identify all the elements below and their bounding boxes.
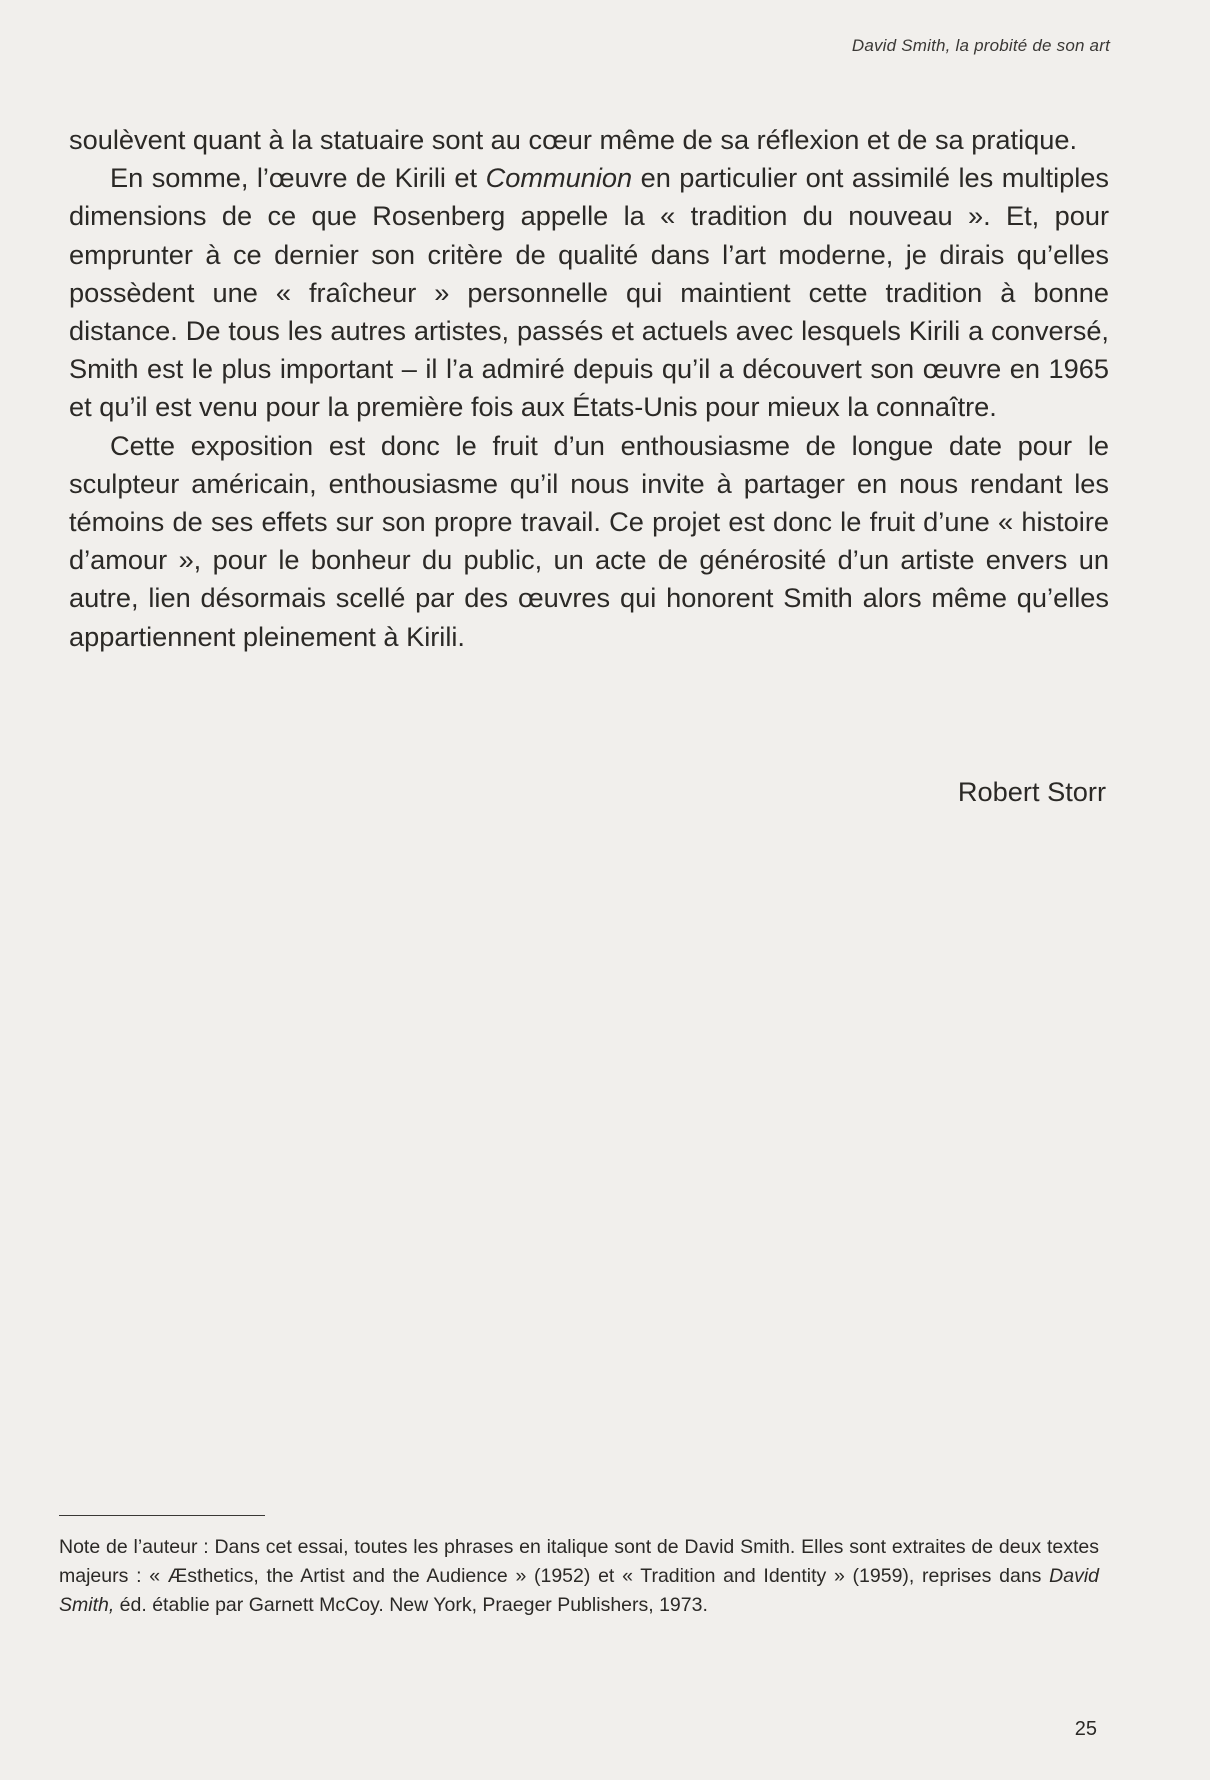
footnote-segment: éd. établie par Garnett McCoy. New York, Praeger Publishers, 1973. (114, 1593, 708, 1616)
artwork-title: Communion (485, 162, 633, 194)
paragraph-1 (69, 121, 1109, 159)
text-segment: En somme, l’œuvre de Kirili et (110, 162, 486, 194)
page-number: 25 (1074, 1718, 1097, 1740)
footnote-segment: Note de l’auteur : Dans cet essai, toutes les phrases en italique sont de David Smith. Elles sont extraites de deux textes majeurs : « Æsthetics, the Artist and the Audience » (1952) et « Tradition and Identity » (1959), reprises dans (59, 1536, 1099, 1587)
footnote-book-title: David Smith, (59, 1564, 1099, 1616)
paragraph-2 (69, 159, 1109, 426)
footnote (59, 1533, 1099, 1619)
text-segment: Cette exposition est donc le fruit d’un enthousiasme de longue date pour le sculpteur américain, enthousiasme qu’il nous invite à partager en nous rendant les témoins de ses effets sur son propre travail. Ce projet est donc le fruit d’une « histoire d’amour », pour le bonheur du public, un acte de générosité d’un artiste envers un autre, lien désormais scellé par des œuvres qui honorent Smith alors même qu’elles appartiennent pleinement à Kirili. (69, 429, 1109, 652)
author-signature: Robert Storr (957, 776, 1106, 807)
text-segment: en particulier ont assimilé les multiples dimensions de ce que Rosenberg appelle la « tradition du nouveau ». Et, pour emprunter à ce dernier son critère de qualité dans l’art moderne, je dirais qu’elles possèdent une « fraîcheur » personnelle qui maintient cette tradition à bonne distance. De tous les autres artistes, passés et actuels avec lesquels Kirili a conversé, Smith est le plus important – il l’a admiré depuis qu’il a découvert son œuvre en 1965 et qu’il est venu pour la première fois aux États-Unis pour mieux la connaître. (69, 162, 1109, 423)
text-segment: soulèvent quant à la statuaire sont au cœur même de sa réflexion et de sa pratique. (69, 124, 1078, 155)
paragraph-3 (69, 427, 1109, 656)
body-text (69, 121, 1109, 656)
footnote-divider (59, 1515, 265, 1516)
running-header: David Smith, la probité de son art (851, 36, 1110, 55)
